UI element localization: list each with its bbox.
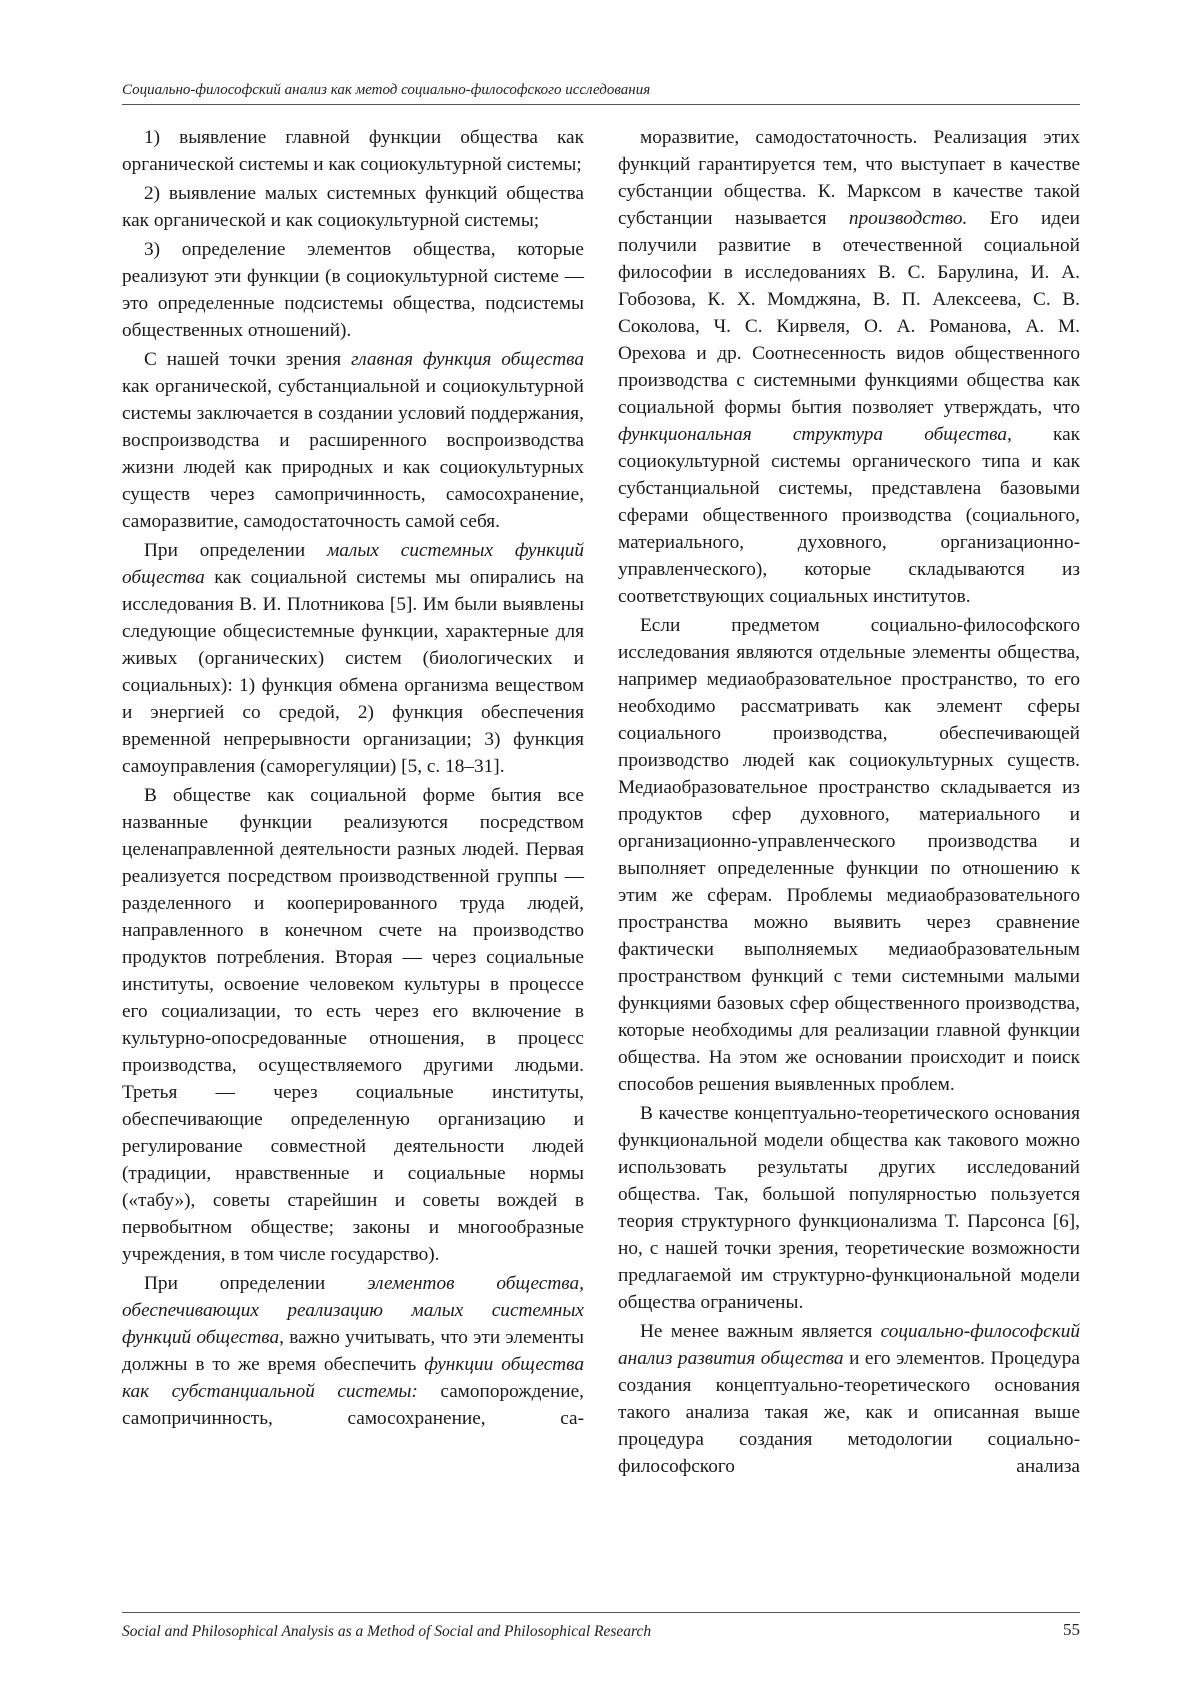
text-run: При определении	[144, 540, 327, 561]
emphasis-text: главная функция общества	[350, 349, 584, 370]
emphasis-text: производство.	[848, 208, 968, 229]
text-run: самопорождение, самопричинность, самосохранение, са-	[122, 1381, 584, 1429]
emphasis-text: малых системных функций общества	[122, 540, 584, 588]
text-run: как органической, субстанциальной и социокультурной системы заключается в создании условий поддержания, воспроизводства и расширенного воспроизводства жизни людей как природных и как социокультурных существ через самопричинность, самосохранение, саморазвитие, самодостаточность самой себя.	[122, 376, 584, 532]
text-run: 3) определение элементов общества, которые реализуют эти функции (в социокультурной системе — это определенные подсистемы общества, подсистемы общественных отношений).	[122, 239, 584, 341]
text-run: С нашей точки зрения	[144, 349, 351, 370]
header-rule	[122, 104, 1080, 105]
text-run: моразвитие, самодостаточность. Реализация этих функций гарантируется тем, что выступает в качестве субстанции общества. К. Марксом в качестве такой субстанции называется	[618, 127, 1080, 229]
running-head: Социально-философский анализ как метод социально-философского исследования	[122, 82, 651, 98]
text-run: 2) выявление малых системных функций общества как органической и как социокультурной системы;	[122, 183, 584, 231]
emphasis-text: социально-философский анализ развития общества	[618, 1321, 1080, 1369]
footer-rule	[122, 1612, 1080, 1613]
text-run: В обществе как социальной форме бытия все названные функции реализуются посредством целенаправленной деятельности разных людей. Первая реализуется посредством производственной группы — разделенного и кооперированного труда людей, направленного в конечном счете на производство продуктов потребления. Вторая — через социальные институты, освоение человеком культуры в процессе его социализации, то есть через его включение в культурно-опосредованные отношения, в процесс производства, осуществляемого другими людьми. Третья — через социальные институты, обеспечивающие определенную организацию и регулирование совместной деятельности людей (традиции, нравственные и социальные нормы («табу»), советы старейшин и советы вождей в первобытном обществе; законы и многообразные учреждения, в том числе государство).	[122, 785, 584, 1265]
paragraph	[618, 1318, 1080, 1480]
page-number: 55	[1063, 1620, 1080, 1639]
paragraph	[122, 236, 584, 344]
text-run: важно учитывать, что эти элементы должны в то же время обеспечить	[122, 1327, 584, 1375]
paragraph	[618, 612, 1080, 1098]
text-run: При определении	[144, 1273, 368, 1294]
text-run: Его идеи получили развитие в отечественной социальной философии в исследованиях В. С. Барулина, И. А. Гобозова, К. Х. Момджяна, В. П. Алексеева, С. В. Соколова, Ч. С. Кирвеля, О. А. Романова, А. М. Орехова и др. Соотнесенность видов общественного производства с системными функциями общества как социальной формы бытия позволяет утверждать, что	[618, 208, 1080, 418]
emphasis-text: функции общества как субстанциальной системы:	[122, 1354, 584, 1402]
paragraph	[122, 346, 584, 535]
paragraph	[618, 124, 1080, 610]
emphasis-text: элементов общества, обеспечивающих реализацию малых системных функций общества,	[122, 1273, 584, 1348]
text-run: 1) выявление главной функции общества как органической системы и как социокультурной системы;	[122, 127, 584, 175]
text-run: как социальной системы мы опирались на исследования В. И. Плотникова [5]. Им были выявлены следующие общесистемные функции, характерные для живых (органических) систем (биологических и социальных): 1) функция обмена организма веществом и энергией со средой, 2) функция обеспечения временной непрерывности организации; 3) функция самоуправления (саморегуляции) [5, с. 18–31].	[122, 567, 584, 777]
emphasis-text: функциональная структура общества,	[618, 424, 1012, 445]
text-run: В качестве концептуально-теоретического основания функциональной модели общества как такового можно использовать результаты других исследований общества. Так, большой популярностью пользуется теория структурного функционализма Т. Парсонса [6], но, с нашей точки зрения, теоретические возможности предлагаемой им структурно-функциональной модели общества ограничены.	[618, 1103, 1080, 1313]
paragraph	[122, 782, 584, 1268]
text-run: Не менее важным является	[640, 1321, 881, 1342]
paragraph	[618, 1100, 1080, 1316]
paragraph	[122, 180, 584, 234]
paragraph	[122, 1270, 584, 1432]
left-column	[122, 124, 584, 1434]
text-run: как социокультурной системы органического типа и как субстанциальной системы, представлена базовыми сферами общественного производства (социального, материального, духовного, организационно-управленческого), которые складываются из соответствующих социальных институтов.	[618, 424, 1080, 607]
right-column	[618, 124, 1080, 1482]
running-foot: Social and Philosophical Analysis as a Method of Social and Philosophical Research	[122, 1623, 652, 1640]
paragraph	[122, 537, 584, 780]
paragraph	[122, 124, 584, 178]
text-run: Если предметом социально-философского исследования являются отдельные элементы общества, например медиаобразовательное пространство, то его необходимо рассматривать как элемент сферы социального производства, обеспечивающей производство людей как социокультурных существ. Медиаобразовательное пространство складывается из продуктов сфер духовного, материального и организационно-управленческого производства и выполняет определенные функции по отношению к этим же сферам. Проблемы медиаобразовательного пространства можно выявить через сравнение фактически выполняемых медиаобразовательным пространством функций с теми системными малыми функциями базовых сфер общественного производства, которые необходимы для реализации главной функции общества. На этом же основании происходит и поиск способов решения выявленных проблем.	[618, 615, 1080, 1095]
text-run: и его элементов. Процедура создания концептуально-теоретического основания такого анализа такая же, как и описанная выше процедура создания методологии социально-философского анализа	[618, 1348, 1080, 1477]
